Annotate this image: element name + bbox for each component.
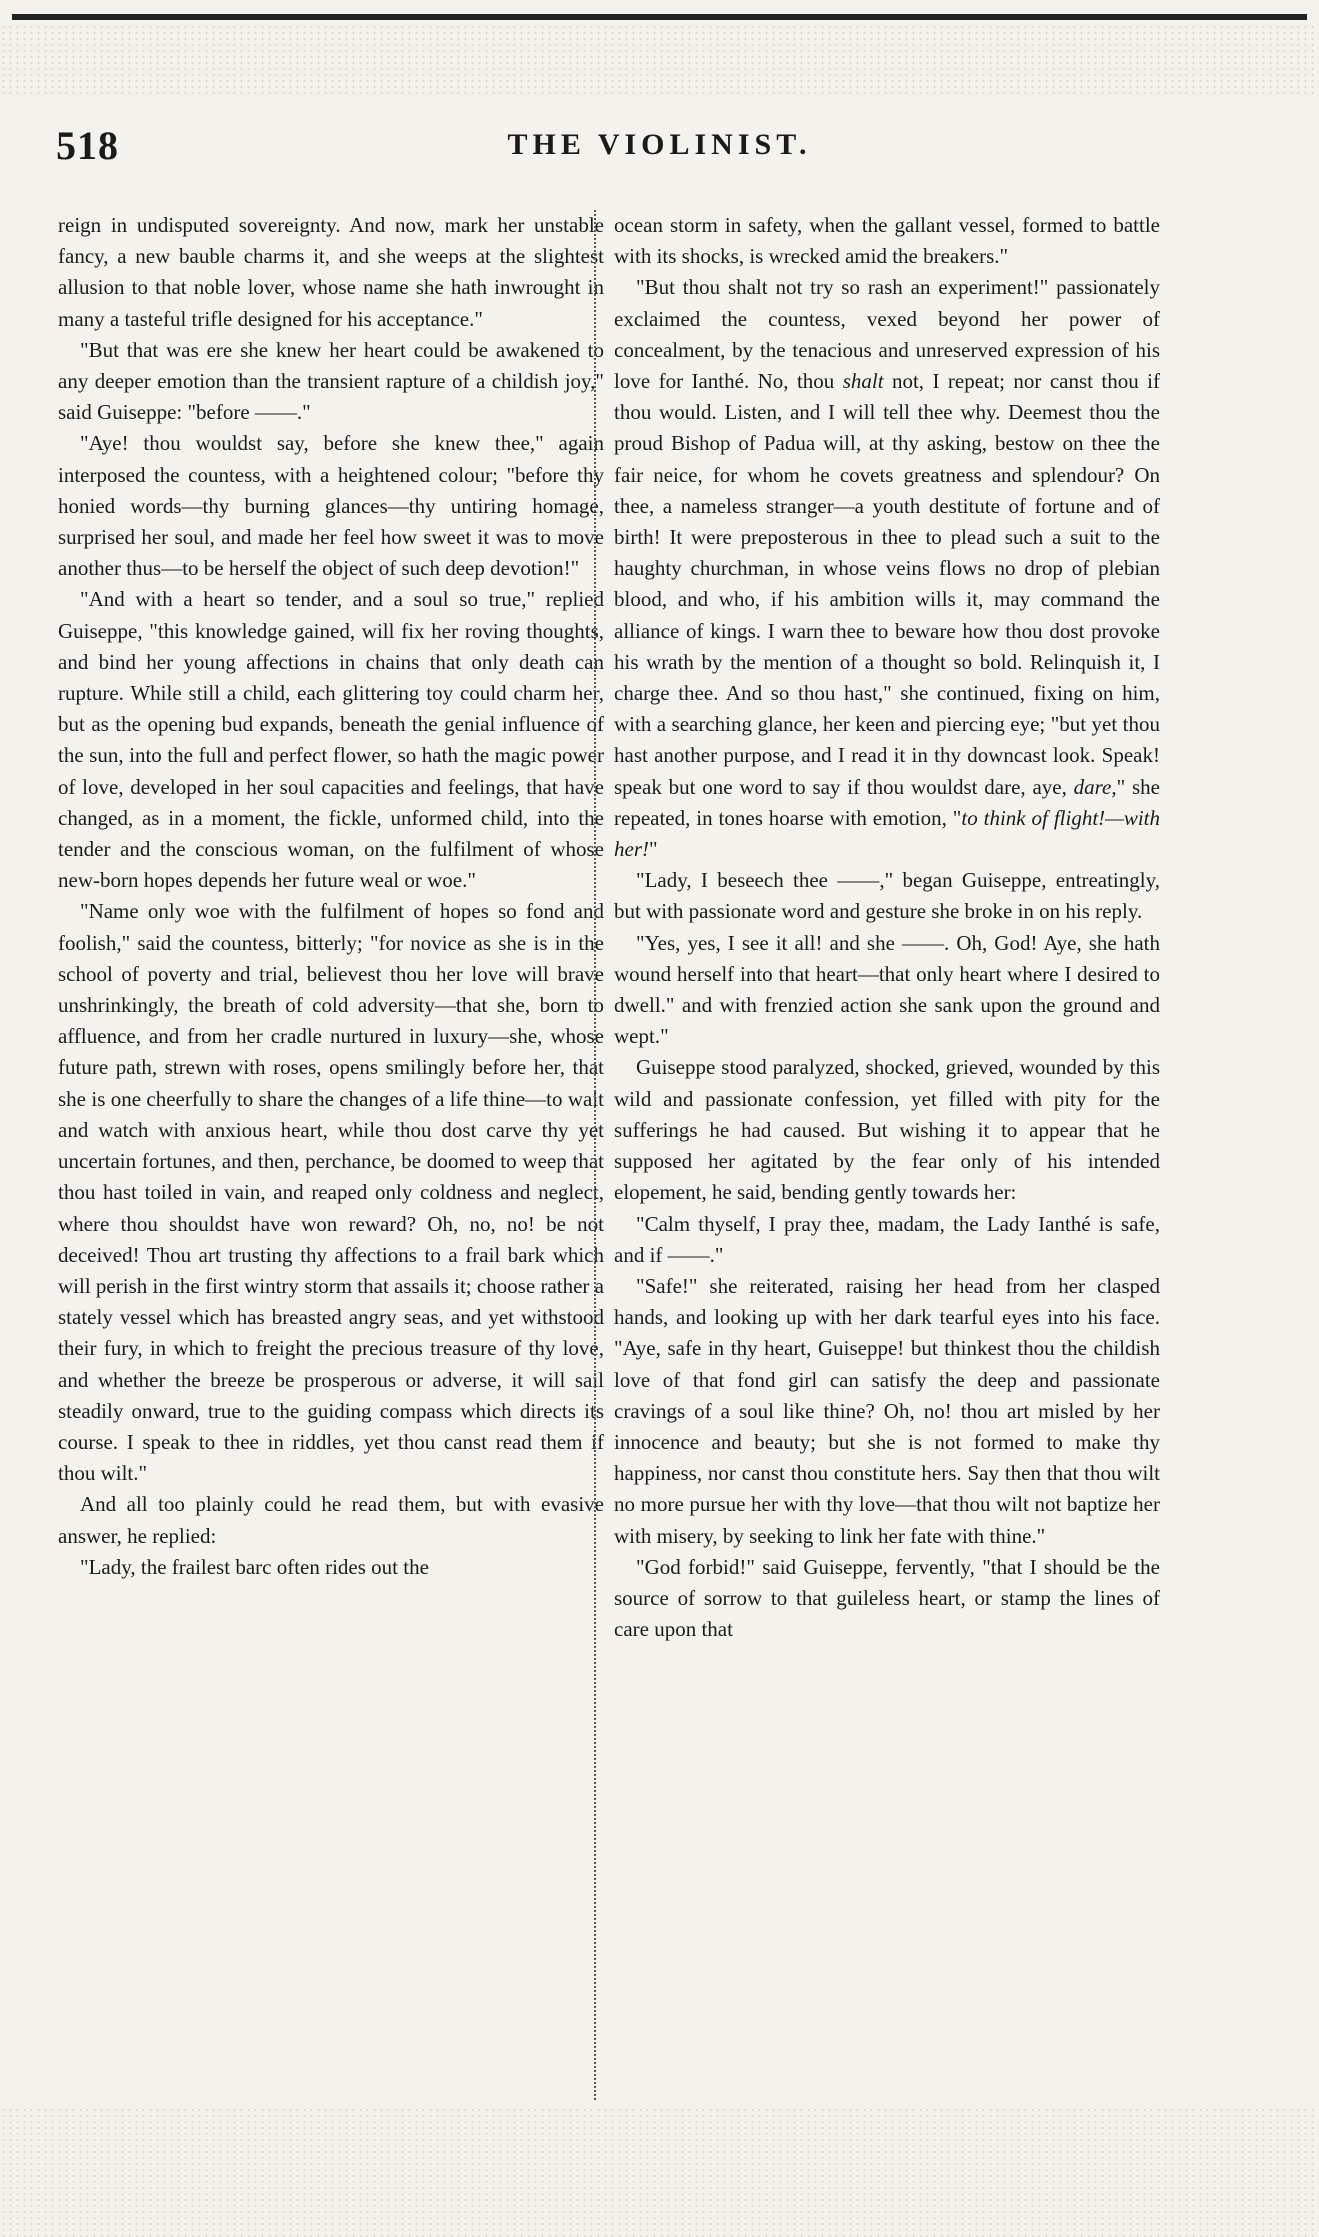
left-column xyxy=(58,210,604,1583)
column-divider xyxy=(594,210,596,2100)
emphasis: dare, xyxy=(1073,774,1117,799)
left-paragraph: And all too plainly could he read them, but with evasive answer, he replied: xyxy=(58,1492,604,1548)
left-paragraph: "Name only woe with the fulfilment of hopes so fond and foolish," said the countess, bitterly; "for novice as she is in the school of poverty and trial, believest thou her love will brave unshrinkingly, the breath of cold adversity—that she, born to affluence, and from her cradle nurtured in luxury—she, whose future path, strewn with roses, opens smilingly before her, that she is one cheerfully to share the changes of a life thine—to wait and watch with anxious heart, while thou dost carve thy yet uncertain fortunes, and then, perchance, be doomed to weep that thou hast toiled in vain, and reaped only coldness and neglect, where thou shouldst have won reward? Oh, no, no! be not deceived! Thou art trusting thy affections to a frail bark which will perish in the first wintry storm that assails it; choose rather a stately vessel which has breasted angry seas, and yet withstood their fury, in which to freight the precious treasure of thy love, and whether the breeze be prosperous or adverse, it will sail steadily onward, true to the guiding compass which directs its course. I speak to thee in riddles, yet thou canst read them if thou wilt." xyxy=(58,899,604,1486)
left-paragraph: reign in undisputed sovereignty. And now, mark her unstable fancy, a new bauble charms it, and she weeps at the slightest allusion to that noble lover, whose name she hath inwrought in many a tasteful trifle designed for his acceptance." xyxy=(58,213,604,331)
emphasis: to think of flight!—with her! xyxy=(614,805,1160,862)
right-paragraph: "Calm thyself, I pray thee, madam, the Lady Ianthé is safe, and if ——." xyxy=(614,1211,1160,1267)
left-paragraph: "Lady, the frailest barc often rides out the xyxy=(80,1554,429,1579)
right-paragraph: ocean storm in safety, when the gallant vessel, formed to battle with its shocks, is wrecked amid the breakers." xyxy=(614,213,1160,269)
left-paragraph: "Aye! thou wouldst say, before she knew thee," again interposed the countess, with a heightened colour; "before thy honied words—thy burning glances—thy untiring homage, surprised her soul, and made her feel how sweet it was to move another thus—to be herself the object of such deep devotion!" xyxy=(58,431,604,581)
top-rule xyxy=(12,14,1307,20)
right-paragraph: "Safe!" she reiterated, raising her head from her clasped hands, and looking up with her dark tearful eyes into his face. "Aye, safe in thy heart, Guiseppe! but thinkest thou the childish love of that fond girl can satisfy the deep and passionate cravings of a soul like thine? Oh, no! thou art misled by her innocence and beauty; but she is not formed to make thy happiness, nor canst thou constitute hers. Say then that thou wilt no more pursue her with thy love—that thou wilt not baptize her with misery, by seeking to link her fate with thine." xyxy=(614,1273,1160,1548)
right-column xyxy=(614,210,1160,1645)
print-noise-bottom xyxy=(0,2107,1319,2237)
right-paragraph: "Lady, I beseech thee ——," began Guiseppe, entreatingly, but with passionate word and gesture she broke in on his reply. xyxy=(614,868,1160,924)
running-title: THE VIOLINIST. xyxy=(507,128,812,161)
left-paragraph: "But that was ere she knew her heart could be awakened to any deeper emotion than the transient rapture of a childish joy," said Guiseppe: "before ——." xyxy=(58,337,604,425)
text-run: "But thou shalt not try so rash an experiment!" passionately exclaimed the countess, vexed beyond her power of concealment, by the tenacious and unreserved expression of his love for Ianthé. No, thou xyxy=(614,275,1160,394)
right-paragraph: "Yes, yes, I see it all! and she ——. Oh, God! Aye, she hath wound herself into that heart—that only heart where I desired to dwell." and with frenzied action she sank upon the ground and wept." xyxy=(614,930,1160,1049)
text-run: " xyxy=(649,837,658,862)
emphasis: shalt xyxy=(842,369,884,394)
right-paragraph: Guiseppe stood paralyzed, shocked, grieved, wounded by this wild and passionate confession, yet filled with pity for the sufferings he had caused. But wishing it to appear that he supposed her agitated by the fear only of his intended elopement, he said, bending gently towards her: xyxy=(614,1055,1160,1205)
right-paragraph xyxy=(614,272,1160,865)
page-header xyxy=(56,120,1263,180)
left-paragraph: "And with a heart so tender, and a soul so true," replied Guiseppe, "this knowledge gained, will fix her roving thoughts, and bind her young affections in chains that only death can rupture. While still a child, each glittering toy could charm her, but as the opening bud expands, beneath the genial influence of the sun, into the full and perfect flower, so hath the magic power of love, developed in her soul capacities and feelings, that have changed, as in a moment, the fickle, unformed child, into the tender and the conscious woman, on the fulfilment of whose new-born hopes depends her future weal or woe." xyxy=(58,587,604,893)
right-paragraph: "God forbid!" said Guiseppe, fervently, "that I should be the source of sorrow to that guileless heart, or stamp the lines of care upon that xyxy=(614,1554,1160,1642)
page-number: 518 xyxy=(56,123,119,168)
print-noise-top xyxy=(0,24,1319,94)
text-run: not, I repeat; nor canst thou if thou would. Listen, and I will tell thee why. Deemest thou the proud Bishop of Padua will, at thy asking, bestow on thee the fair neice, for whom he covets greatness and splendour? On thee, a nameless stranger—a youth destitute of fortune and of birth! It were preposterous in thee to plead such a suit to the haughty churchman, in whose veins flows no drop of plebian blood, and who, if his ambition wills it, may command the alliance of kings. I warn thee to beware how thou dost provoke his wrath by the mention of a thought so bold. Relinquish it, I charge thee. And so thou hast," she continued, fixing on him, with a searching glance, her keen and piercing eye; "but yet thou hast another purpose, and I read it in thy downcast look. Speak! speak but one word to say if thou wouldst dare, aye, xyxy=(614,369,1160,799)
text-run: " she repeated, in tones hoarse with emotion, " xyxy=(614,774,1160,830)
